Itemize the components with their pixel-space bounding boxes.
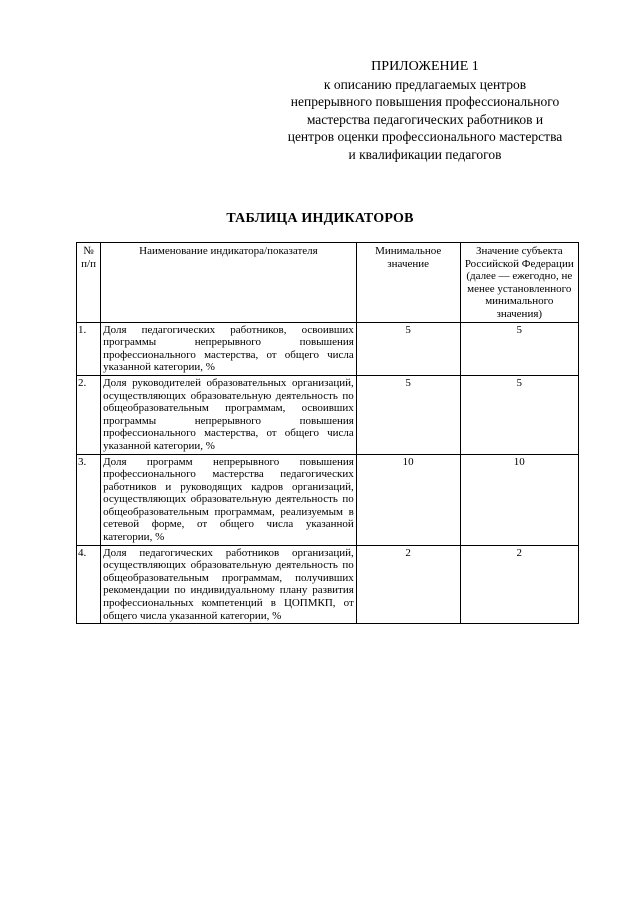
indicator-name: Доля программ непрерывного повышения профессионального мастерства педагогических работников и руководящих кадров организаций, осуществляющих образовательную деятельность по общеобразовательным программам, реализуемым в сетевой форме, от общего числа указанной категории, % <box>101 454 357 545</box>
indicator-name: Доля руководителей образовательных организаций, осуществляющих образовательную деятельность по общеобразовательным программам, освоивших программы непрерывного повышения профессионального мастерства, от общего числа указанной категории, % <box>101 375 357 454</box>
subject-value: 5 <box>460 322 578 375</box>
row-number: 2. <box>77 375 101 454</box>
table-row <box>77 375 579 454</box>
minimum-value: 10 <box>356 454 460 545</box>
appendix-line: и квалификации педагогов <box>348 146 502 162</box>
minimum-value: 5 <box>356 322 460 375</box>
indicator-name: Доля педагогических работников, освоивших программы непрерывного повышения профессионального мастерства, от общего числа указанной категории, % <box>101 322 357 375</box>
table-row <box>77 322 579 375</box>
header-minimum-value: Минимальное значение <box>356 243 460 323</box>
indicators-table <box>76 242 579 624</box>
table-row <box>77 545 579 624</box>
subject-value: 10 <box>460 454 578 545</box>
subject-value: 2 <box>460 545 578 624</box>
row-number: 1. <box>77 322 101 375</box>
indicator-name: Доля педагогических работников организаций, осуществляющих образовательную деятельность по общеобразовательным программам, получивших рекомендации по индивидуальному плану развития профессиональных компетенций в ЦОПМКП, от общего числа указанной категории, % <box>101 545 357 624</box>
row-number: 4. <box>77 545 101 624</box>
minimum-value: 5 <box>356 375 460 454</box>
appendix-line: к описанию предлагаемых центров <box>323 76 527 92</box>
subject-value: 5 <box>460 375 578 454</box>
table-header-row <box>77 243 579 323</box>
header-indicator-name: Наименование индикатора/показателя <box>101 243 357 323</box>
minimum-value: 2 <box>356 545 460 624</box>
table-title: ТАБЛИЦА ИНДИКАТОРОВ <box>226 211 414 226</box>
row-number: 3. <box>77 454 101 545</box>
header-subject-value: Значение субъекта Российской Федерации (далее — ежегодно, не менее установленного минимального значения) <box>460 243 578 323</box>
appendix-line: мастерства педагогических работников и <box>306 111 544 127</box>
appendix-title: ПРИЛОЖЕНИЕ 1 <box>371 59 479 74</box>
header-number: № п/п <box>77 243 101 323</box>
appendix-line: непрерывного повышения профессионального <box>290 94 560 109</box>
appendix-header <box>255 58 595 163</box>
table-row <box>77 454 579 545</box>
appendix-line: центров оценки профессионального мастерства <box>287 129 563 144</box>
